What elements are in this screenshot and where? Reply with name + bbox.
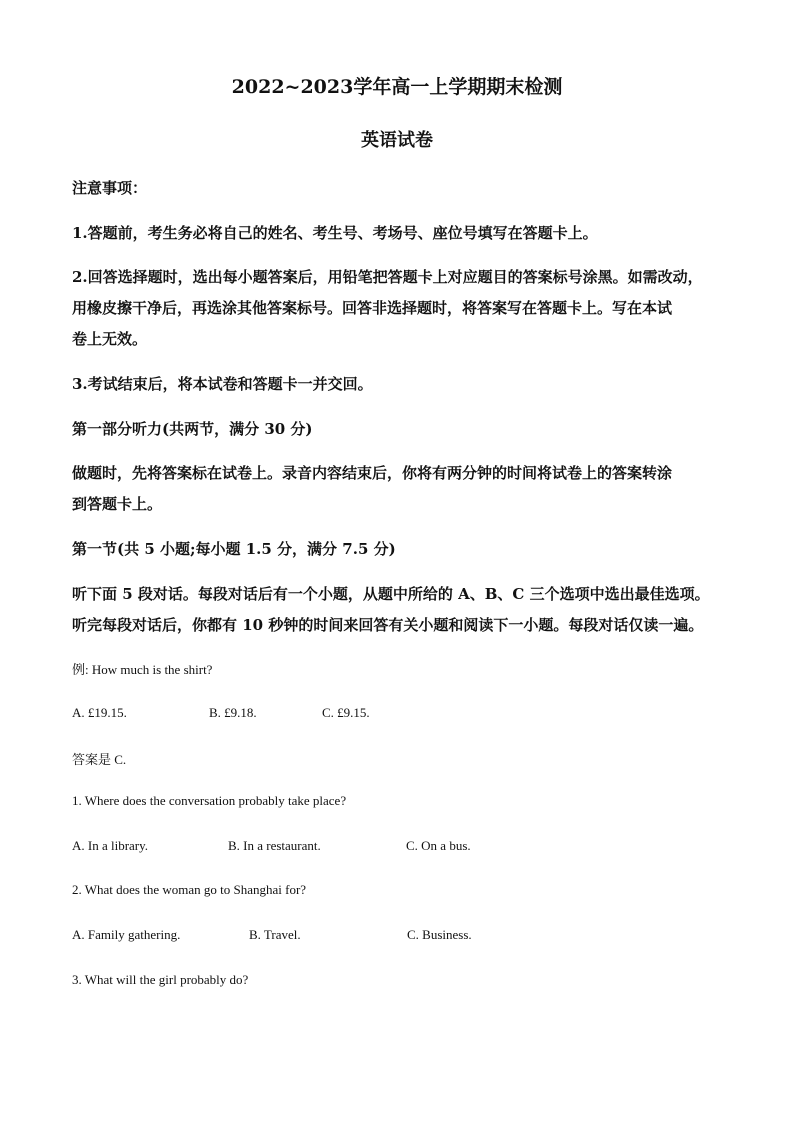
notice-2-line-2: 用橡皮擦干净后，再选涂其他答案标号。回答非选择题时，将答案写在答题卡上。写在本试 [72, 299, 673, 317]
example-option-b: B. £9.18. [209, 705, 257, 720]
part1-instr-line-2: 到答题卡上。 [72, 495, 163, 513]
section1-heading: 第一节(共 5 小题;每小题 1.5 分，满分 7.5 分) [72, 540, 396, 558]
notice-2-line-3: 卷上无效。 [72, 330, 148, 348]
question-1-option-c: C. On a bus. [406, 838, 471, 853]
part1-instr-line-1: 做题时，先将答案标在试卷上。录音内容结束后，你将有两分钟的时间将试卷上的答案转涂 [72, 464, 673, 482]
question-1-option-a: A. In a library. [72, 838, 149, 853]
question-1: 1. Where does the conversation probably take place? [72, 793, 347, 808]
question-1-option-b: B. In a restaurant. [228, 838, 321, 853]
question-2-option-a: A. Family gathering. [72, 927, 181, 942]
example-option-c: C. £9.15. [322, 705, 370, 720]
example-answer: 答案是 C. [72, 752, 127, 767]
notice-2-line-1: 2.回答选择题时，选出每小题答案后，用铅笔把答题卡上对应题目的答案标号涂黑。如需改动， [72, 268, 703, 286]
section1-instr-line-1: 听下面 5 段对话。每段对话后有一个小题，从题中所给的 A、B、C 三个选项中选出最佳选项。 [72, 585, 710, 603]
section1-instr-line-2: 听完每段对话后，你都有 10 秒钟的时间来回答有关小题和阅读下一小题。每段对话仅读一遍。 [72, 616, 704, 634]
question-2-option-b: B. Travel. [249, 927, 301, 942]
notice-1: 1.答题前，考生务必将自己的姓名、考生号、考场号、座位号填写在答题卡上。 [72, 224, 598, 242]
example-question: 例: How much is the shirt? [72, 662, 213, 677]
notice-3: 3.考试结束后，将本试卷和答题卡一并交回。 [72, 375, 373, 393]
question-2-option-c: C. Business. [407, 927, 472, 942]
part1-heading: 第一部分听力(共两节，满分 30 分) [72, 420, 313, 438]
page-title: 2022~2023学年高一上学期期末检测 [231, 76, 563, 98]
notice-heading: 注意事项： [72, 179, 148, 197]
page-subtitle: 英语试卷 [361, 130, 433, 151]
question-2: 2. What does the woman go to Shanghai for? [72, 882, 307, 897]
example-option-a: A. £19.15. [72, 705, 127, 720]
question-3: 3. What will the girl probably do? [72, 972, 249, 987]
